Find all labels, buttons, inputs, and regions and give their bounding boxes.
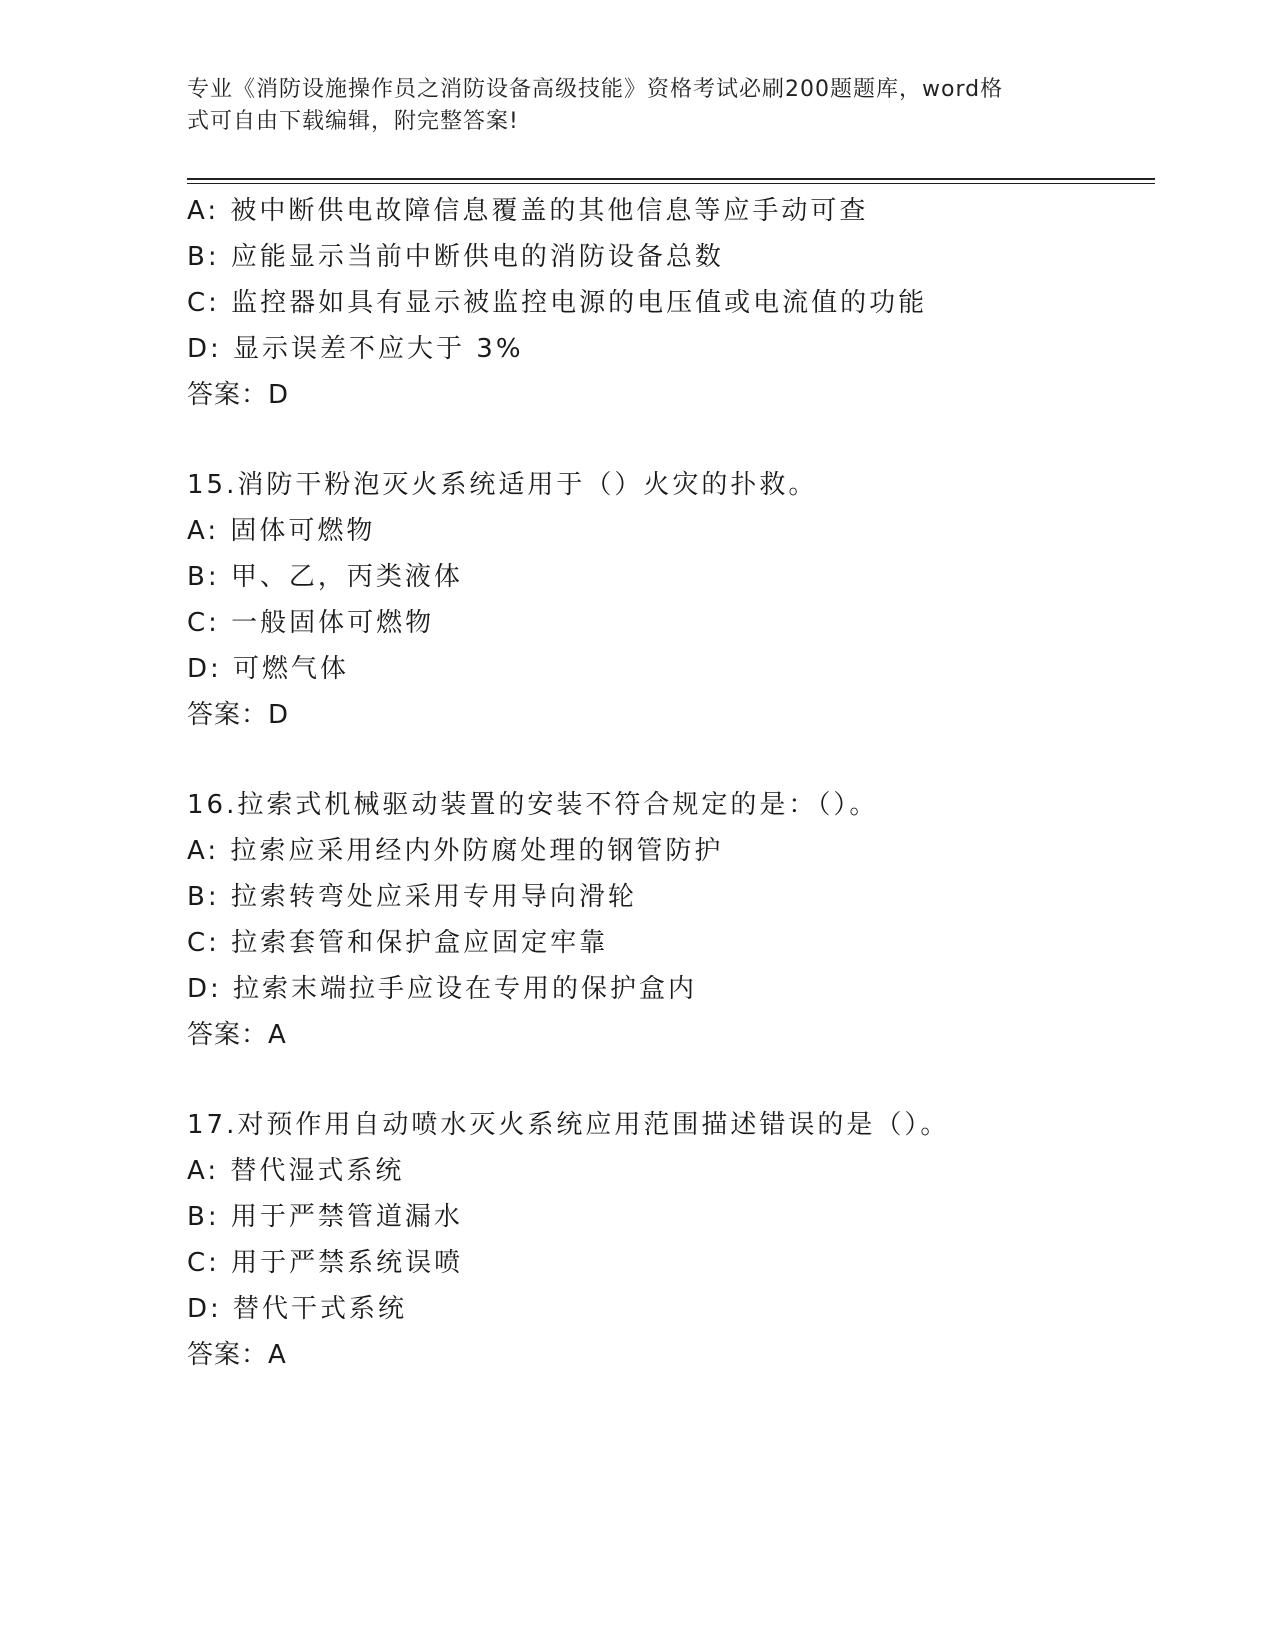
question-text: 17.对预作用自动喷水灭火系统应用范围描述错误的是（）。	[187, 1110, 950, 1140]
option-a: A: 拉索应采用经内外防腐处理的钢管防护	[187, 836, 724, 866]
header-divider-thick	[187, 178, 1155, 180]
option-b: B: 应能显示当前中断供电的消防设备总数	[187, 242, 724, 272]
question-15	[187, 462, 1147, 738]
header-divider-thin	[187, 183, 1155, 184]
question-16	[187, 782, 1147, 1058]
option-d: D: 替代干式系统	[187, 1294, 408, 1324]
option-c: C: 拉索套管和保护盒应固定牢靠	[187, 928, 609, 958]
option-a: A: 固体可燃物	[187, 516, 376, 546]
document-header	[187, 74, 1087, 138]
option-c: C: 一般固体可燃物	[187, 608, 435, 638]
option-c: C: 监控器如具有显示被监控电源的电压值或电流值的功能	[187, 288, 928, 318]
question-list	[187, 188, 1147, 1378]
option-b: B: 拉索转弯处应采用专用导向滑轮	[187, 882, 637, 912]
option-a: A: 替代湿式系统	[187, 1156, 405, 1186]
answer: 答案：D	[187, 700, 290, 730]
question-14-tail	[187, 188, 1147, 418]
option-b: B: 用于严禁管道漏水	[187, 1202, 463, 1232]
question-17	[187, 1102, 1147, 1378]
question-text: 16.拉索式机械驱动装置的安装不符合规定的是：（）。	[187, 790, 879, 820]
answer: 答案：A	[187, 1020, 287, 1050]
option-d: D: 显示误差不应大于 3%	[187, 334, 524, 364]
answer: 答案：D	[187, 380, 290, 410]
header-line-1: 专业《消防设施操作员之消防设备高级技能》资格考试必刷200题题库，word格	[187, 77, 1004, 102]
option-b: B: 甲、乙，丙类液体	[187, 562, 463, 592]
question-text: 15.消防干粉泡灭火系统适用于（）火灾的扑救。	[187, 470, 818, 500]
option-d: D: 拉索末端拉手应设在专用的保护盒内	[187, 974, 698, 1004]
answer: 答案：A	[187, 1340, 287, 1370]
option-c: C: 用于严禁系统误喷	[187, 1248, 464, 1278]
option-a: A: 被中断供电故障信息覆盖的其他信息等应手动可查	[187, 196, 869, 226]
option-d: D: 可燃气体	[187, 654, 350, 684]
header-line-2: 式可自由下载编辑，附完整答案!	[187, 109, 519, 134]
